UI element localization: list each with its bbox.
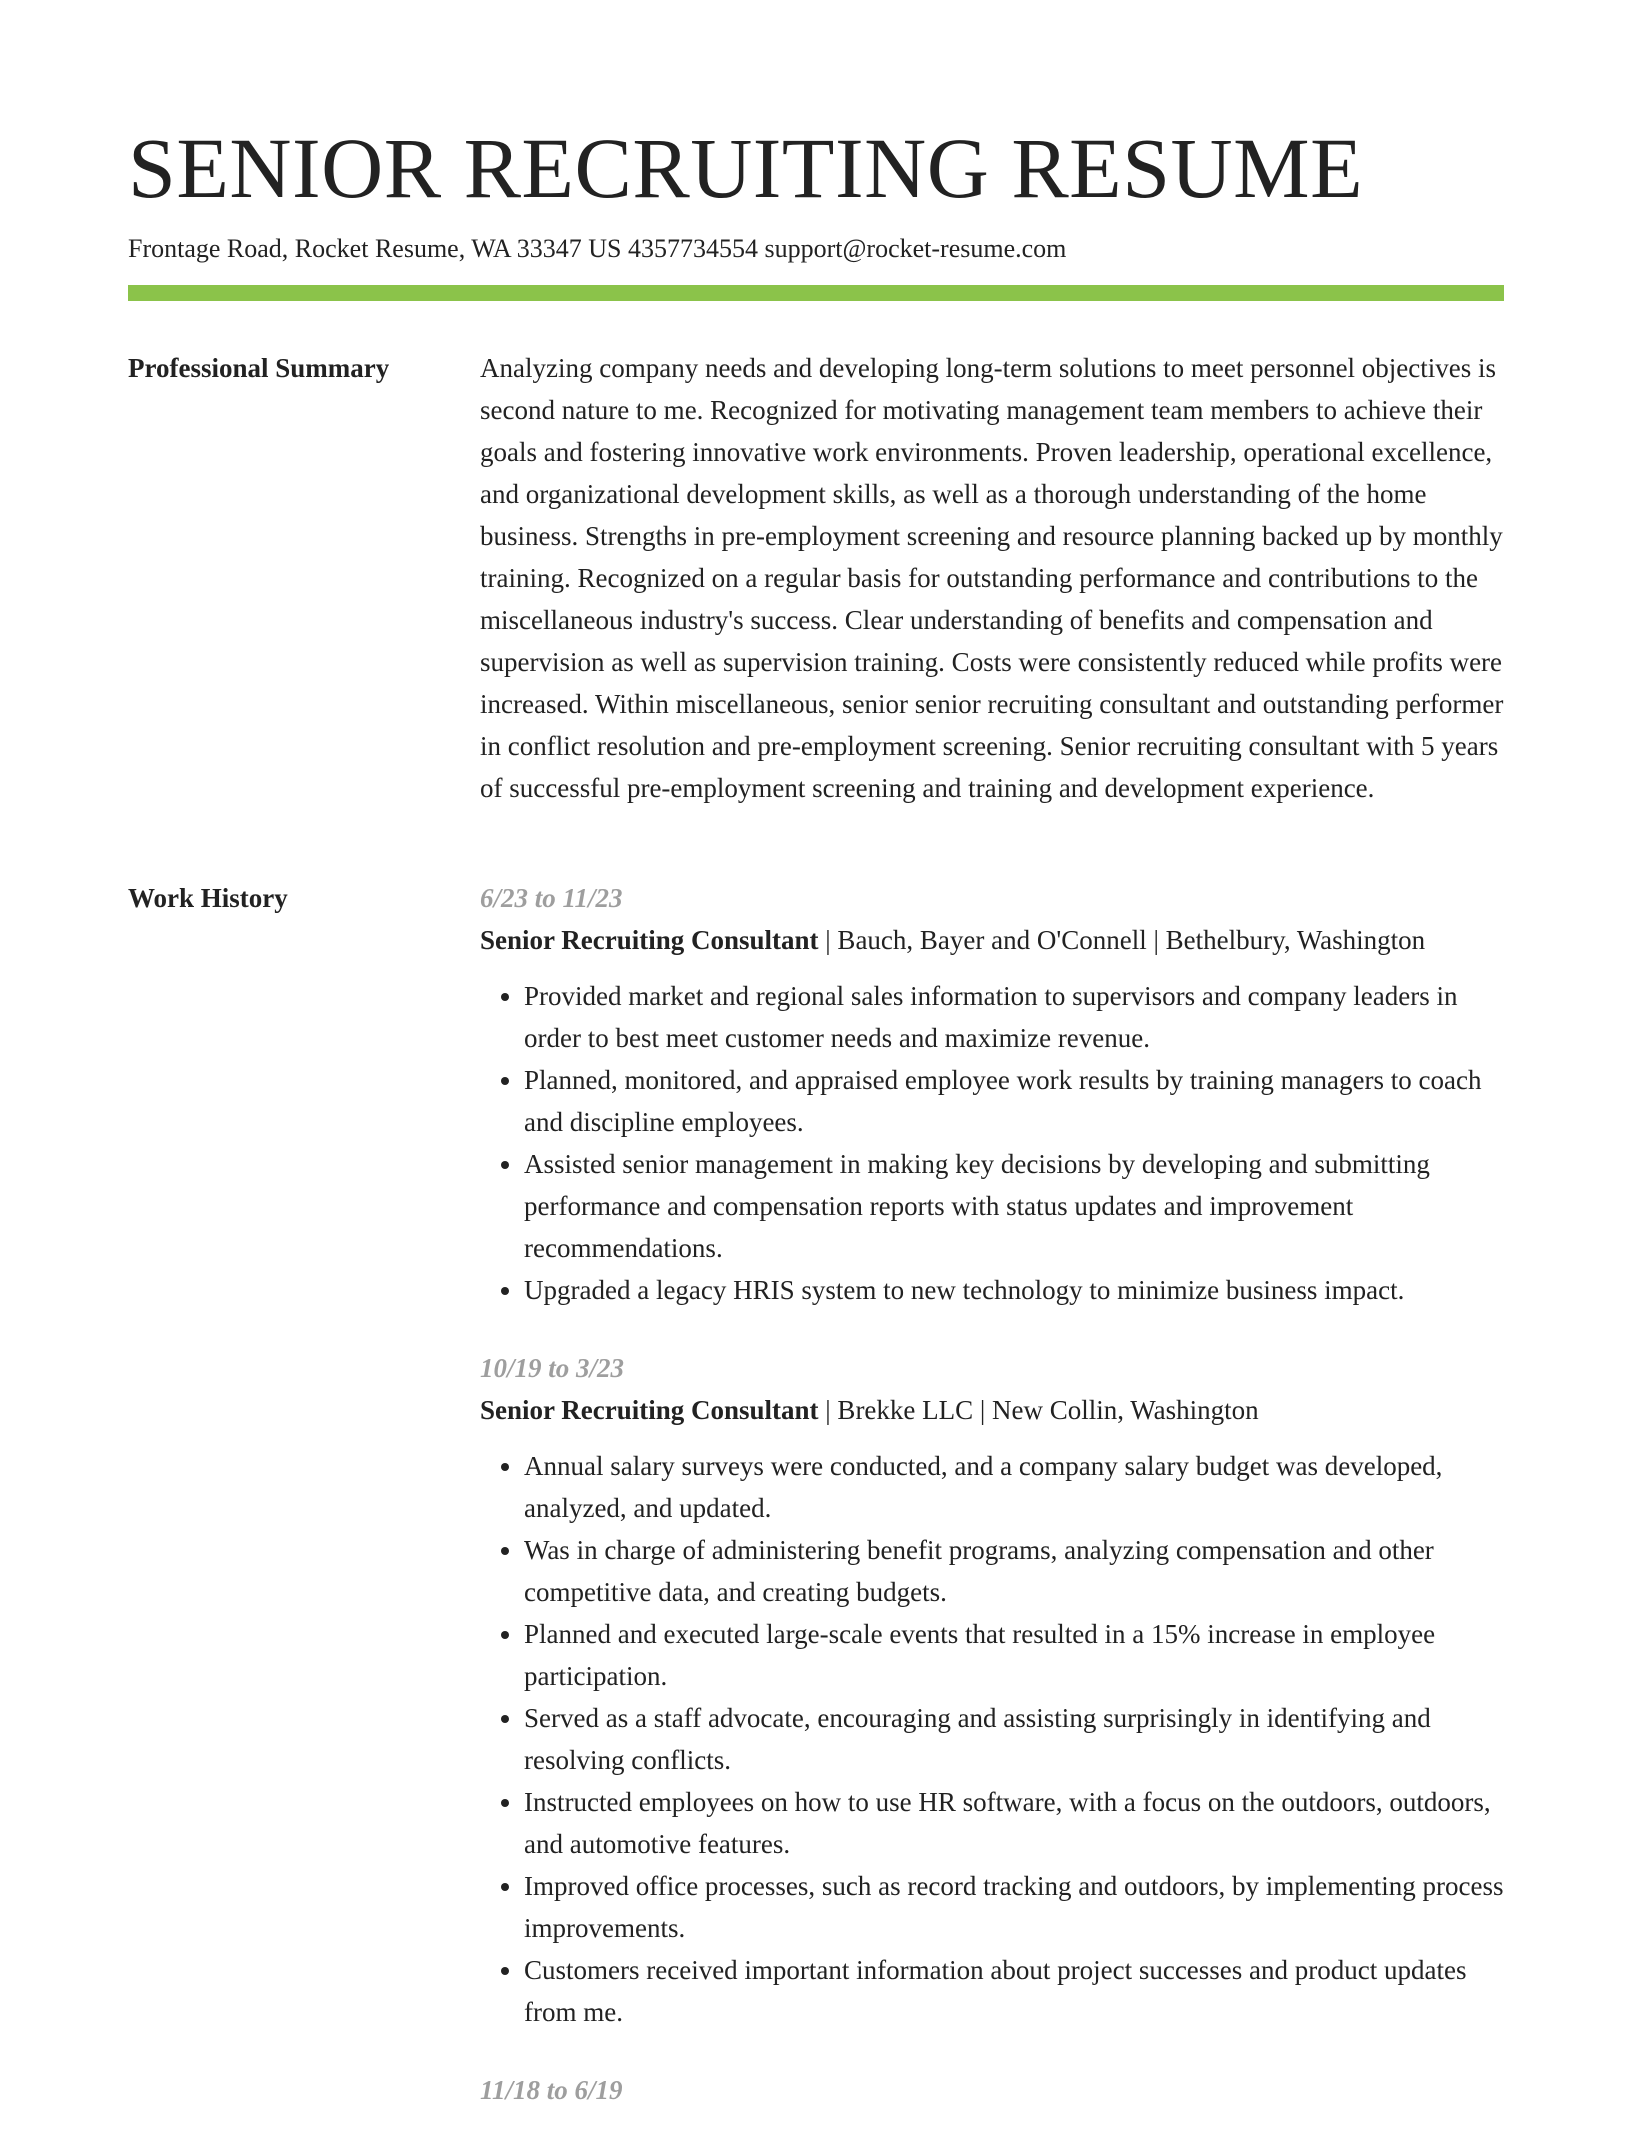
bullet-item: • Improved office processes, such as record tracking and outdoors, by implementing process improvements.: [524, 1865, 1504, 1949]
bullet-item: • Upgraded a legacy HRIS system to new technology to minimize business impact.: [524, 1269, 1504, 1311]
bullet-item: • Instructed employees on how to use HR software, with a focus on the outdoors, outdoors, and automotive features.: [524, 1781, 1504, 1865]
job-title: Senior Recruiting Consultant: [480, 925, 819, 955]
job-dates: 11/18 to 6/19: [480, 2075, 623, 2105]
accent-divider: [128, 285, 1504, 301]
job-title: Senior Recruiting Consultant: [480, 1395, 819, 1425]
job-dates: 6/23 to 11/23: [480, 883, 623, 913]
summary-heading: Professional Summary: [128, 353, 390, 383]
bullet-item: • Was in charge of administering benefit programs, analyzing compensation and other competitive data, and creating budgets.: [524, 1529, 1504, 1613]
work-history-heading: Work History: [128, 883, 288, 913]
work-history-content: [480, 877, 1504, 2147]
bullet-item: • Provided market and regional sales information to supervisors and company leaders in order to best meet customer needs and maximize revenue.: [524, 975, 1504, 1059]
job-details: | Brekke LLC | New Collin, Washington: [818, 1395, 1259, 1425]
job-line: [480, 919, 1504, 961]
summary-text: Analyzing company needs and developing long-term solutions to meet personnel objectives is second nature to me. Recognized for motivating management team members to achieve their goals and fostering innovative work environments. Proven leadership, operational excellence, and organizational development skills, as well as a thorough understanding of the home business. Strengths in pre-employment screening and resource planning backed up by monthly training. Recognized on a regular basis for outstanding performance and contributions to the miscellaneous industry's success. Clear understanding of benefits and compensation and supervision as well as supervision training. Costs were consistently reduced while profits were increased. Within miscellaneous, senior senior recruiting consultant and outstanding performer in conflict resolution and pre-employment screening. Senior recruiting consultant with 5 years of successful pre-employment screening and training and development experience.: [480, 353, 1504, 803]
bullet-item: • Customers received important information about project successes and product updates from me.: [524, 1949, 1504, 2033]
resume-title: SENIOR RECRUITING RESUME: [128, 120, 1364, 216]
contact-line: Frontage Road, Rocket Resume, WA 33347 US 4357734554 support@rocket-resume.com: [128, 234, 1067, 263]
job-bullets: [480, 975, 1504, 1311]
job-line: [480, 1389, 1504, 1431]
job-entry: [480, 1347, 1504, 2033]
summary-content: [480, 347, 1504, 809]
job-dates: 10/19 to 3/23: [480, 1353, 625, 1383]
resume-header: [128, 118, 1504, 266]
job-entry: [480, 2069, 1504, 2111]
job-entry: [480, 877, 1504, 1311]
bullet-item: • Annual salary surveys were conducted, and a company salary budget was developed, analyzed, and updated.: [524, 1445, 1504, 1529]
bullet-item: • Planned, monitored, and appraised employee work results by training managers to coach and discipline employees.: [524, 1059, 1504, 1143]
bullet-item: • Assisted senior management in making key decisions by developing and submitting performance and compensation reports with status updates and improvement recommendations.: [524, 1143, 1504, 1269]
job-bullets: [480, 1445, 1504, 2033]
job-details: | Bauch, Bayer and O'Connell | Bethelbury, Washington: [818, 925, 1426, 955]
bullet-item: • Served as a staff advocate, encouraging and assisting surprisingly in identifying and resolving conflicts.: [524, 1697, 1504, 1781]
bullet-item: • Planned and executed large-scale events that resulted in a 15% increase in employee participation.: [524, 1613, 1504, 1697]
